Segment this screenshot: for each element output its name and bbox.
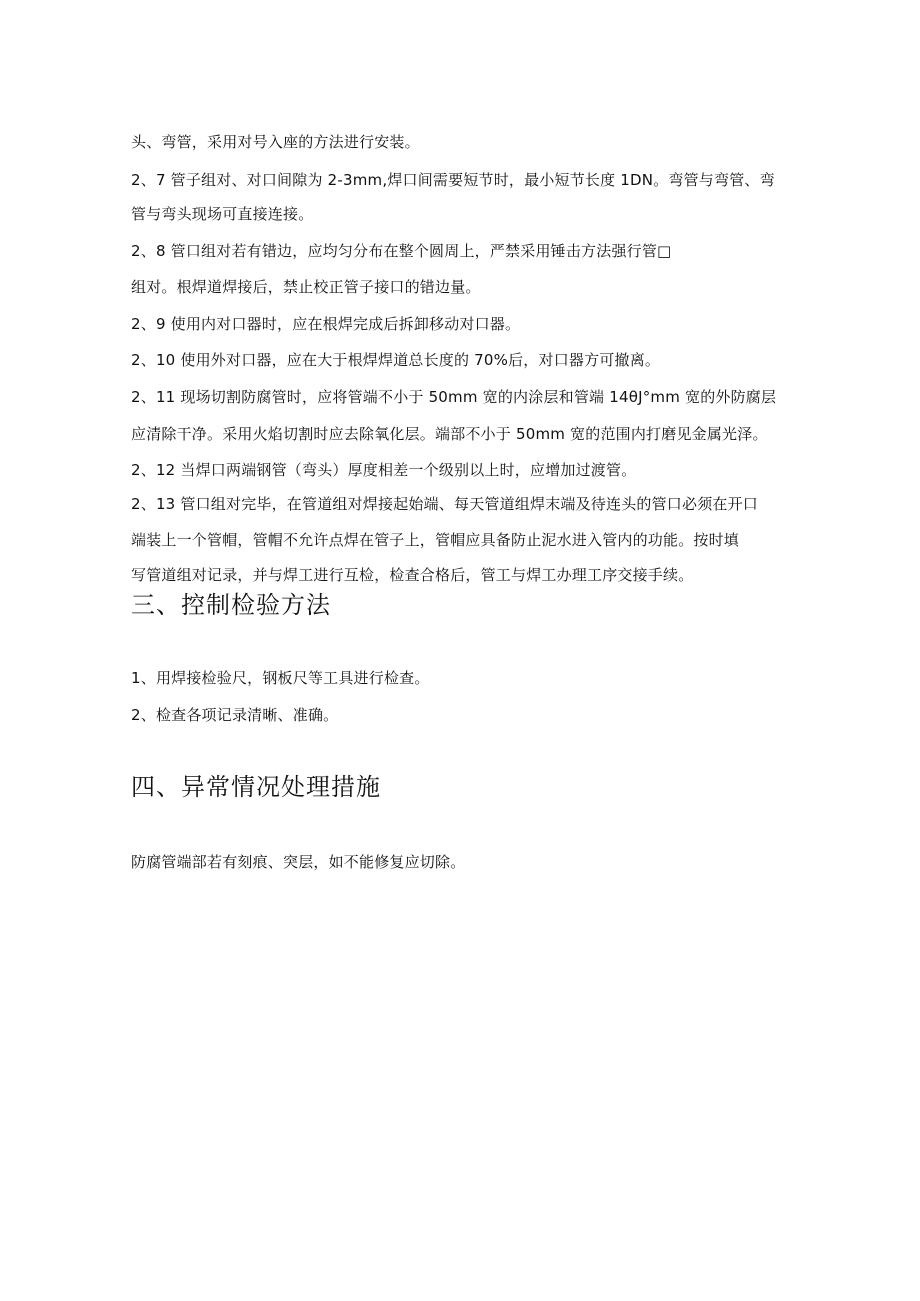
text-line: 端装上一个管帽，管帽不允许点焊在管子上，管帽应具备防止泥水进入管内的功能。按时填	[131, 531, 740, 549]
text-line: 2、10 使用外对口器，应在大于根焊焊道总长度的 70%后，对口器方可撤离。	[131, 351, 661, 369]
text-line: 2、11 现场切割防腐管时，应将管端不小于 50mm 宽的内涂层和管端 14θJ°mm 宽的外防腐层	[131, 388, 777, 406]
text-line: 2、13 管口组对完毕，在管道组对焊接起始端、每天管道组焊末端及待连头的管口必须在开口	[131, 495, 759, 513]
list-item: 2、检查各项记录清晰、准确。	[131, 706, 339, 724]
section-3-heading: 三、控制检验方法	[131, 591, 331, 619]
text-line: 头、弯管，采用对号入座的方法进行安装。	[131, 133, 420, 151]
text-line: 写管道组对记录，并与焊工进行互检，检查合格后，管工与焊工办理工序交接手续。	[131, 566, 694, 584]
text-line: 组对。根焊道焊接后，禁止校正管子接口的错边量。	[131, 278, 481, 296]
section-4-heading: 四、异常情况处理措施	[131, 773, 381, 801]
text-line: 2、7 管子组对、对口间隙为 2-3mm,焊口间需要短节时，最小短节长度 1DN。弯管与弯管、弯	[131, 171, 775, 189]
list-item: 1、用焊接检验尺，钢板尺等工具进行检查。	[131, 669, 430, 687]
text-line: 2、12 当焊口两端钢管（弯头）厚度相差一个级别以上时，应增加过渡管。	[131, 461, 637, 479]
text-line: 2、8 管口组对若有错边，应均匀分布在整个圆周上，严禁采用锤击方法强行管□	[131, 242, 672, 260]
text-line: 应清除干净。采用火焰切割时应去除氧化层。端部不小于 50mm 宽的范围内打磨见金属光泽。	[131, 425, 768, 443]
text-line: 管与弯头现场可直接连接。	[131, 205, 314, 223]
paragraph: 防腐管端部若有刻痕、突层，如不能修复应切除。	[131, 853, 466, 871]
text-line: 2、9 使用内对口器时，应在根焊完成后拆卸移动对口器。	[131, 315, 521, 333]
